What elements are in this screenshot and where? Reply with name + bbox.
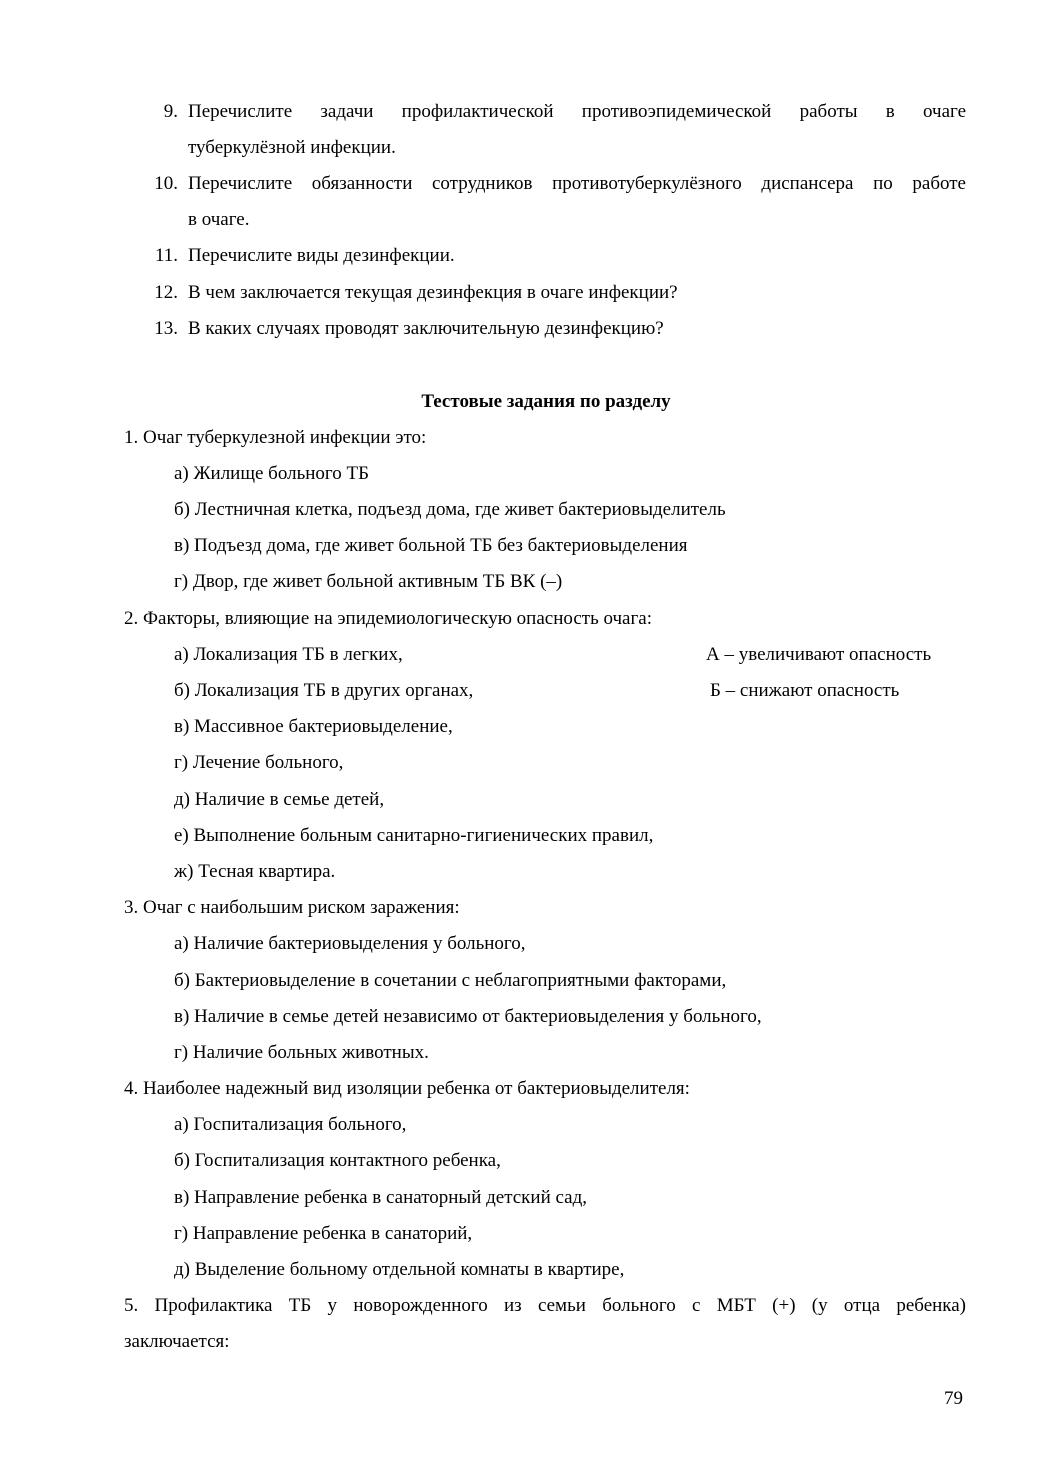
answer-option: б) Бактериовыделение в сочетании с неблагоприятными факторами, — [174, 970, 727, 991]
question-number: 13. — [154, 318, 178, 339]
test-question-text: 4. Наиболее надежный вид изоляции ребенка от бактериовыделителя: — [124, 1078, 690, 1099]
test-question-text-continued: заключается: — [124, 1331, 230, 1352]
answer-option: а) Наличие бактериовыделения у больного, — [174, 933, 526, 954]
question-number: 11. — [154, 245, 178, 266]
answer-option: б) Локализация ТБ в других органах, — [174, 680, 474, 701]
test-question-text: 3. Очаг с наибольшим риском заражения: — [124, 897, 460, 918]
answer-option: в) Массивное бактериовыделение, — [174, 716, 453, 737]
answer-option: д) Наличие в семье детей, — [174, 789, 385, 810]
question-text: Перечислите обязанности сотрудников противотуберкулёзного диспансера по работе — [188, 173, 966, 194]
answer-option: д) Выделение больному отдельной комнаты в квартире, — [174, 1259, 625, 1280]
answer-option: б) Лестничная клетка, подъезд дома, где живет бактериовыделитель — [174, 499, 726, 520]
answer-option: в) Подъезд дома, где живет больной ТБ без бактериовыделения — [174, 535, 688, 556]
page-number: 79 — [944, 1388, 963, 1409]
section-heading: Тестовые задания по разделу — [421, 391, 671, 412]
test-question-text: 1. Очаг туберкулезной инфекции это: — [124, 427, 427, 448]
question-text: Перечислите задачи профилактической противоэпидемической работы в очаге — [188, 101, 966, 122]
question-text: В каких случаях проводят заключительную дезинфекцию? — [188, 318, 664, 339]
answer-option: а) Госпитализация больного, — [174, 1114, 407, 1135]
answer-option: г) Наличие больных животных. — [174, 1042, 429, 1063]
answer-option: а) Жилище больного ТБ — [174, 463, 369, 484]
question-number: 10. — [154, 173, 178, 194]
question-text-continued: туберкулёзной инфекции. — [188, 137, 396, 158]
answer-option: б) Госпитализация контактного ребенка, — [174, 1150, 501, 1171]
answer-option: е) Выполнение больным санитарно-гигиенических правил, — [174, 825, 654, 846]
answer-option: г) Направление ребенка в санаторий, — [174, 1223, 473, 1244]
answer-option: ж) Тесная квартира. — [174, 861, 336, 882]
test-question-text: 5. Профилактика ТБ у новорожденного из семьи больного с МБТ (+) (у отца ребенка) — [124, 1295, 966, 1316]
answer-option: г) Двор, где живет больной активным ТБ ВК (–) — [174, 571, 563, 592]
question-text: Перечислите виды дезинфекции. — [188, 245, 455, 266]
question-text: В чем заключается текущая дезинфекция в очаге инфекции? — [188, 282, 678, 303]
answer-option: в) Наличие в семье детей независимо от бактериовыделения у больного, — [174, 1006, 762, 1027]
question-number: 12. — [154, 282, 178, 303]
test-question-text: 2. Факторы, влияющие на эпидемиологическую опасность очага: — [124, 608, 652, 629]
question-text-continued: в очаге. — [188, 209, 250, 230]
answer-option: г) Лечение больного, — [174, 752, 344, 773]
matching-category-b: Б – снижают опасность — [710, 680, 900, 701]
question-number: 9. — [163, 101, 178, 122]
answer-option: а) Локализация ТБ в легких, — [174, 644, 403, 665]
matching-category-a: А – увеличивают опасность — [706, 644, 932, 665]
answer-option: в) Направление ребенка в санаторный детский сад, — [174, 1187, 588, 1208]
